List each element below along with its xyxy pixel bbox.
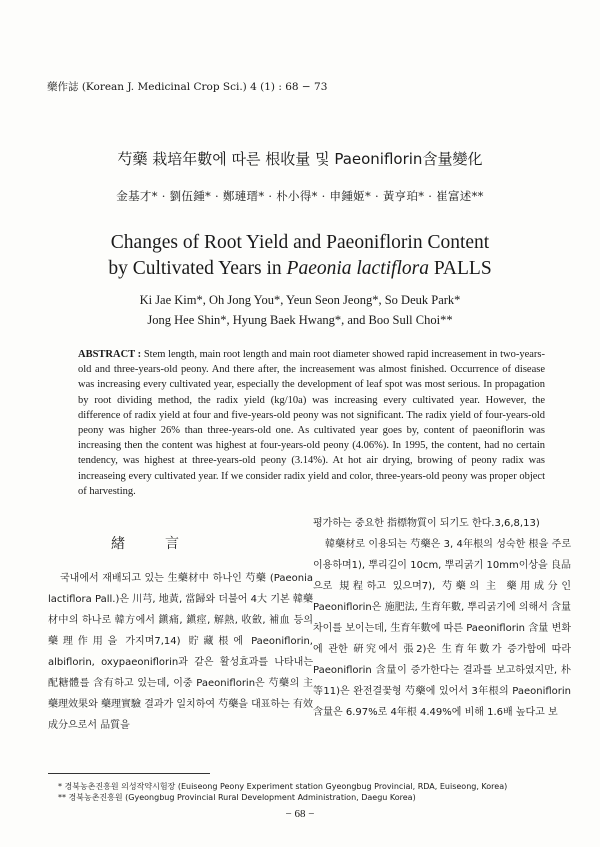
left-column-paragraph: 국내에서 재배되고 있는 生藥材中 하나인 芍藥 (Paeonia lactiflora Pall.)은 川芎, 地黃, 當歸와 더불어 4大 기본 韓藥材中의 하나로 韓方에서 鎭痛, 鎭痙, 解熱, 收斂, 補血 등의 藥理作用을 가지며7,14) 貯藏根에 Paeoniflorin, albiflorin, oxypaeoniflorin과 같은 활성효과를 나타내는 配糖體를 含有하고 있는데, 이중 Paeoniflorin은 芍藥의 主 藥理效果와 藥理實驗 결과가 일치하여 芍藥을 대표하는 有效成分으로서 品質을 (48, 573, 313, 731)
english-title-line2 (0, 256, 600, 282)
english-title-line1: Changes of Root Yield and Paeoniflorin Content (110, 232, 490, 253)
korean-authors: 金基才* · 劉伍鍾* · 鄭璉瑨* · 朴小得* · 申鍾姬* · 黃亨珀* · 崔富述** (116, 189, 484, 203)
journal-citation: 藥作誌 (Korean J. Medicinal Crop Sci.) 4 (1) : 68 − 73 (47, 81, 328, 93)
section-title: 緖言 (111, 536, 219, 552)
page-number: − 68 − (285, 808, 315, 820)
english-authors-line1: Ki Jae Kim*, Oh Jong You*, Yeun Seon Jeong*, So Deuk Park* (139, 293, 461, 307)
species-name: Paeonia lactiflora (286, 258, 429, 279)
abstract-label: ABSTRACT : (78, 349, 142, 360)
right-column-first-line: 평가하는 중요한 指標物質이 되기도 한다.3,6,8,13) (313, 518, 540, 529)
english-authors-line2: Jong Hee Shin*, Hyung Baek Hwang*, and Boo Sull Choi** (147, 313, 453, 327)
right-column-paragraph: 韓藥材로 이용되는 芍藥은 3, 4年根의 성숙한 根을 주로 이용하며1), 뿌리길이 10cm, 뿌리굵기 10mm이상을 良品으로 規程하고 있으며7), 芍藥의 主 藥用成分인 Paeoniflorin은 施肥法, 生育年數, 뿌리굵기에 의해서 含量 차이를 보이는데, 生育年數에 따른 Paeoniflorin 含量 변화에 관한 硏究에서 張2)은 生育年數가 증가함에 따라 Paeoniflorin 含量이 증가한다는 결과를 보고하였지만, 朴 等11)은 완전결꽃형 芍藥에 있어서 3年根의 Paeoniflorin 含量은 6.97%로 4年根 4.49%에 비해 1.6배 높다고 보 (313, 539, 571, 718)
english-title (0, 230, 600, 282)
left-column (48, 568, 313, 736)
footnote-1: * 경북농촌진흥원 의성작약시험장 (Euiseong Peony Experiment station Gyeongbug Provincial, RDA, Euiseong, Korea) (58, 782, 508, 791)
english-title-line2-end: PALLS (428, 258, 492, 279)
english-authors (0, 290, 600, 330)
korean-title: 芍藥 栽培年數에 따른 根收量 및 Paeoniflorin含量變化 (117, 150, 483, 168)
right-column (313, 513, 571, 723)
abstract-text: Stem length, main root length and main root diameter showed rapid increasement in two-years-old and three-years-old peony. And there after, the increasement was almost finished. Occurrence of disease was increasing every cultivated year, especially the development of leaf spot was most serious. In propagation by root dividing method, the radix yield (kg/10a) was increasing every cultivated year. However, the difference of radix yield at four and five-years-old peony was not significant. The radix yield of four-years-old peony was higher 26% than three-years-old one. As cultivated year goes by, content of paeoniflorin was increasing then the content was highest at four-years-old peony (4.06%). In 1995, the content, had no certain tendency, was highest at three-years-old peony (3.14%). At hot air drying, browing of peony radix was increaseing every cultivated year. If we consider radix yield and color, three-years-old peony was proper object of harvesting. (78, 349, 545, 497)
english-title-line2-start: by Cultivated Years in (108, 258, 287, 279)
footnote-2: ** 경북농촌진흥원 (Gyeongbug Provincial Rural Development Administration, Daegu Korea) (58, 793, 416, 802)
footnote-divider (48, 773, 210, 774)
abstract (78, 347, 545, 499)
footnotes (58, 781, 507, 803)
